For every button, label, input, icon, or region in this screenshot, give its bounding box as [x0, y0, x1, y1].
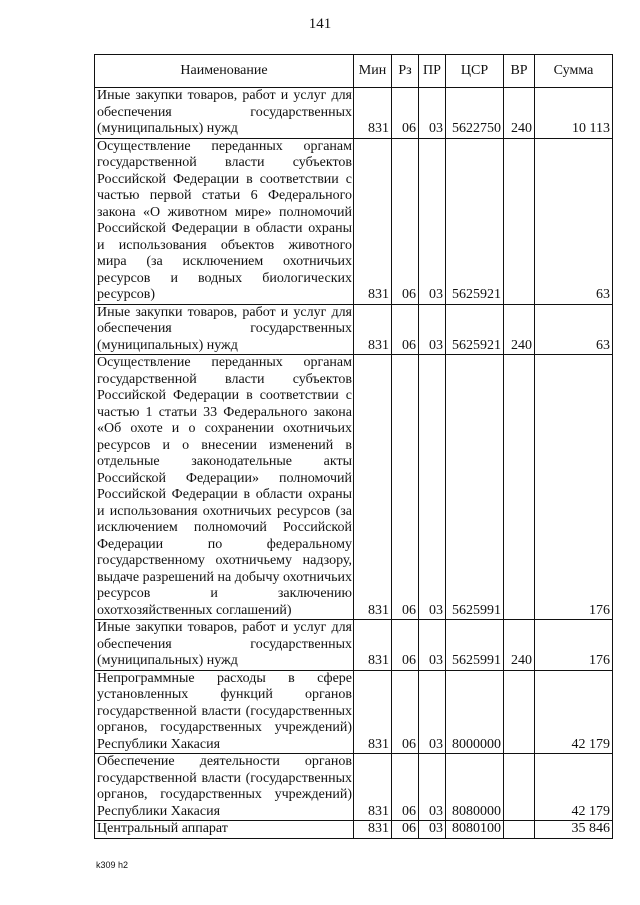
row-vr — [504, 138, 535, 304]
table-row — [95, 620, 613, 671]
header-min: Мин — [354, 55, 392, 88]
row-min: 831 — [354, 355, 392, 620]
row-rz: 06 — [392, 754, 419, 821]
row-csr: 8080000 — [446, 754, 504, 821]
row-name: Иные закупки товаров, работ и услуг для обеспечения государственных (муниципальных) нужд — [95, 304, 354, 355]
row-vr — [504, 821, 535, 839]
row-pr: 03 — [419, 88, 446, 139]
row-min: 831 — [354, 670, 392, 754]
header-csr: ЦСР — [446, 55, 504, 88]
row-name: Центральный аппарат — [95, 821, 354, 839]
row-rz: 06 — [392, 88, 419, 139]
header-vr: ВР — [504, 55, 535, 88]
footer-code: k309 h2 — [96, 860, 129, 870]
row-sum: 42 179 — [535, 670, 613, 754]
row-vr: 240 — [504, 304, 535, 355]
row-sum: 176 — [535, 620, 613, 671]
row-name: Непрограммные расходы в сфере установленных функций органов государственной власти (государственных органов, государственных учреждений) Республики Хакасия — [95, 670, 354, 754]
row-vr: 240 — [504, 620, 535, 671]
row-min: 831 — [354, 620, 392, 671]
row-rz: 06 — [392, 821, 419, 839]
row-csr: 5622750 — [446, 88, 504, 139]
row-name: Иные закупки товаров, работ и услуг для обеспечения государственных (муниципальных) нужд — [95, 88, 354, 139]
row-pr: 03 — [419, 620, 446, 671]
page-number: 141 — [308, 16, 332, 32]
header-sum: Сумма — [535, 55, 613, 88]
row-pr: 03 — [419, 670, 446, 754]
row-min: 831 — [354, 138, 392, 304]
row-csr: 5625921 — [446, 304, 504, 355]
row-min: 831 — [354, 304, 392, 355]
row-pr: 03 — [419, 355, 446, 620]
row-min: 831 — [354, 754, 392, 821]
row-csr: 5625991 — [446, 355, 504, 620]
row-vr — [504, 754, 535, 821]
row-rz: 06 — [392, 304, 419, 355]
table-header-row — [95, 55, 613, 88]
row-rz: 06 — [392, 138, 419, 304]
row-vr — [504, 670, 535, 754]
row-vr: 240 — [504, 88, 535, 139]
row-sum: 63 — [535, 304, 613, 355]
table-row — [95, 670, 613, 754]
row-rz: 06 — [392, 620, 419, 671]
row-name: Осуществление переданных органам государственной власти субъектов Российской Федерации в соответствии с частью первой статьи 6 Федерального закона «О животном мире» полномочий Российской Федерации в области охраны и использования объектов животного мира (за исключением охотничьих ресурсов и водных биологических ресурсов) — [95, 138, 354, 304]
row-sum: 176 — [535, 355, 613, 620]
row-sum: 35 846 — [535, 821, 613, 839]
row-pr: 03 — [419, 754, 446, 821]
row-csr: 5625991 — [446, 620, 504, 671]
row-csr: 8000000 — [446, 670, 504, 754]
budget-table — [94, 54, 613, 839]
table-row — [95, 304, 613, 355]
row-name: Обеспечение деятельности органов государственной власти (государственных органов, государственных учреждений) Республики Хакасия — [95, 754, 354, 821]
table-row — [95, 754, 613, 821]
table-row — [95, 88, 613, 139]
table-row — [95, 138, 613, 304]
row-pr: 03 — [419, 821, 446, 839]
row-vr — [504, 355, 535, 620]
table-row — [95, 355, 613, 620]
row-name: Иные закупки товаров, работ и услуг для обеспечения государственных (муниципальных) нужд — [95, 620, 354, 671]
row-pr: 03 — [419, 138, 446, 304]
table-row — [95, 821, 613, 839]
header-pr: ПР — [419, 55, 446, 88]
row-name: Осуществление переданных органам государственной власти субъектов Российской Федерации в соответствии с частью 1 статьи 33 Федерального закона «Об охоте и о сохранении охотничьих ресурсов и о внесении изменений в отдельные законодательные акты Российской Федерации» полномочий Российской Федерации в области охраны и использования охотничьих ресурсов (за исключением полномочий Российской Федерации по федеральному государственному охотничьему надзору, выдаче разрешений на добычу охотничьих ресурсов и заключению охотхозяйственных соглашений) — [95, 355, 354, 620]
header-name: Наименование — [95, 55, 354, 88]
row-rz: 06 — [392, 355, 419, 620]
row-sum: 63 — [535, 138, 613, 304]
row-sum: 42 179 — [535, 754, 613, 821]
row-csr: 8080100 — [446, 821, 504, 839]
row-sum: 10 113 — [535, 88, 613, 139]
row-min: 831 — [354, 88, 392, 139]
header-rz: Рз — [392, 55, 419, 88]
row-pr: 03 — [419, 304, 446, 355]
row-min: 831 — [354, 821, 392, 839]
row-csr: 5625921 — [446, 138, 504, 304]
row-rz: 06 — [392, 670, 419, 754]
